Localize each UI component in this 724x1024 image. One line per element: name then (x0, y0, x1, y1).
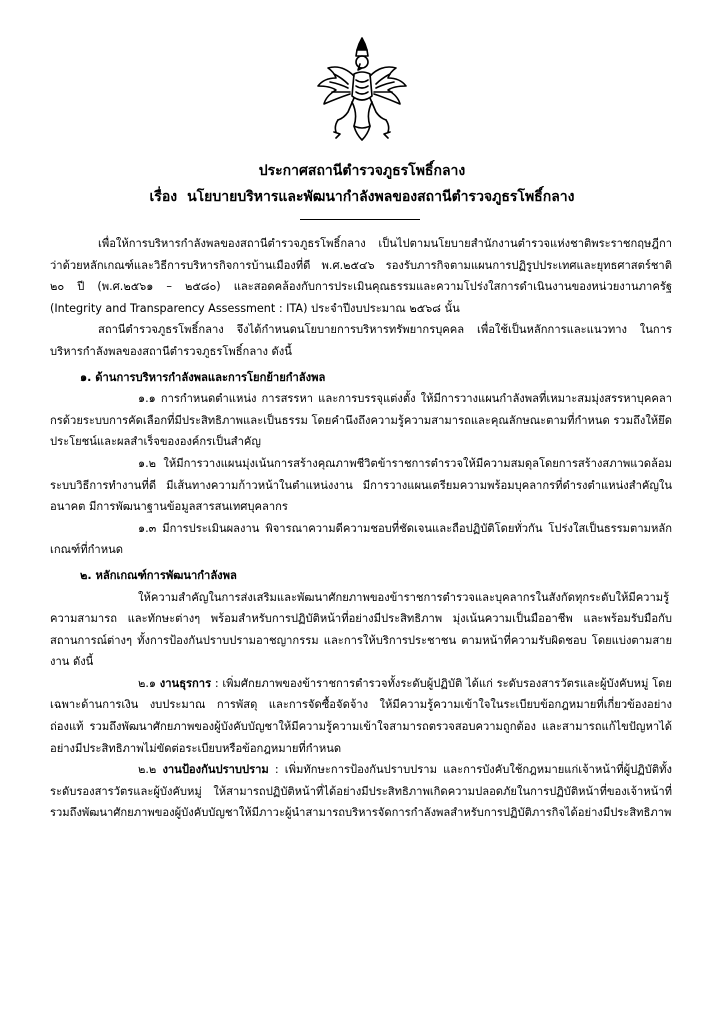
item-title: งานธุรการ (159, 676, 212, 690)
section-item (50, 673, 672, 759)
intro-paragraph: เพื่อให้การบริหารกำลังพลของสถานีตำรวจภูธรโพธิ์กลาง เป็นไปตามนโยบายสำนักงานตำรวจแห่งชาติพระราชกฤษฎีกาว่าด้วยหลักเกณฑ์และวิธีการบริหารกิจการบ้านเมืองที่ดี พ.ศ.๒๕๔๖ รองรับภารกิจตามแผนการปฏิรูปประเทศและยุทธศาสตร์ชาติ ๒๐ ปี (พ.ศ.๒๕๖๑ – ๒๕๘๐) และสอดคล้องกับการประเมินคุณธรรมและความโปร่งใสการดำเนินงานของหน่วยงานภาครัฐ (Integrity and Transparency Assessment : ITA) ประจำปีงบประมาณ ๒๕๖๘ นั้น (50, 237, 672, 315)
section-item: ๑.๓ มีการประเมินผลงาน พิจารณาความดีความชอบที่ชัดเจนและถือปฏิบัติโดยทั่วกัน โปร่งใสเป็นธรรมตามหลักเกณฑ์ที่กำหนด (50, 521, 672, 557)
intro-paragraph: สถานีตำรวจภูธรโพธิ์กลาง จึงได้กำหนดนโยบายการบริหารทรัพยากรบุคคล เพื่อใช้เป็นหลักการและแนวทาง ในการบริหารกำลังพลของสถานีตำรวจภูธรโพธิ์กลาง ดังนี้ (50, 323, 672, 358)
item-number: ๒.๒ (138, 763, 157, 777)
subject-label: เรื่อง (149, 189, 178, 205)
item-text: : เพิ่มศักยภาพของข้าราชการตำรวจทั้งระดับผู้ปฏิบัติ ได้แก่ ระดับรองสารวัตรและผู้บังคับหมู่ โดยเฉพาะด้านการเงิน งบประมาณ การพัสดุ และการจัดซื้อจัดจ้าง ให้มีความรู้ความเข้าใจในระเบียบข้อกฎหมายที่เกี่ยวข้องอย่างถ่องแท้ รวมถึงพัฒนาศักยภาพของผู้บังคับบัญชาให้มีความรู้ความเข้าใจสามารถตรวจสอบความถูกต้อง และสามารถแก้ไขปัญหาได้อย่างมีประสิทธิภาพไม่ขัดต่อระเบียบหรือข้อกฎหมายที่กำหนด (50, 676, 672, 755)
section-heading: ๒. หลักเกณฑ์การพัฒนากำลังพล (80, 568, 237, 582)
section-item: ๑.๒ ให้มีการวางแผนมุ่งเน้นการสร้างคุณภาพชีวิตข้าราชการตำรวจให้มีความสมดุลโดยการสร้างสภาพแวดล้อม ระบบวิธีการทำงานที่ดี มีเส้นทางความก้าวหน้าในตำแหน่งงาน มีการวางแผนเตรียมความพร้อมบุคลากรที่ดำรงตำแหน่งสำคัญในอนาคต มีการพัฒนาฐานข้อมูลสารสนเทศบุคลากร (50, 456, 672, 514)
item-title: งานป้องกันปราบปราม (162, 763, 269, 777)
section-item (50, 759, 672, 824)
garuda-emblem-icon (314, 34, 410, 146)
subject-text: นโยบายบริหารและพัฒนากำลังพลของสถานีตำรวจภูธรโพธิ์กลาง (187, 189, 575, 205)
section-item: ๑.๑ การกำหนดตำแหน่ง การสรรหา และการบรรจุแต่งตั้ง ให้มีการวางแผนกำลังพลที่เหมาะสมมุ่งสรรหาบุคคลากรด้วยระบบการคัดเลือกที่มีประสิทธิภาพและเป็นธรรม โดยคำนึงถึงความรู้ความสามารถและคุณลักษณะตามที่กำหนด รวมถึงให้ยึดประโยชน์และผลสำเร็จขององค์กรเป็นสำคัญ (50, 392, 672, 449)
item-number: ๒.๑ (138, 676, 157, 690)
document-body (50, 233, 672, 824)
title-divider (300, 219, 420, 220)
item-text: : เพิ่มทักษะการป้องกันปราบปราม และการบังคับใช้กฎหมายแก่เจ้าหน้าที่ผู้ปฏิบัติทั้งระดับรองสารวัตรและผู้บังคับหมู่ ให้สามารถปฏิบัติหน้าที่ได้อย่างมีประสิทธิภาพเกิดความปลอดภัยในการปฏิบัติหน้าที่ของเจ้าหน้าที่ รวมถึงพัฒนาศักยภาพของผู้บังคับบัญชาให้มีภาวะผู้นำสามารถบริหารจัดการกำลังพลสำหรับการปฏิบัติภารกิจได้อย่างมีประสิทธิภาพ (50, 763, 672, 820)
section-intro: ให้ความสำคัญในการส่งเสริมและพัฒนาศักยภาพของข้าราชการตำรวจและบุคลากรในสังกัดทุกระดับให้มีความรู้ ความสามารถ และทักษะต่างๆ พร้อมสำหรับการปฏิบัติหน้าที่อย่างมีประสิทธิภาพ มุ่งเน้นความเป็นมืออาชีพ และพร้อมรับมือกับสถานการณ์ต่างๆ ทั้งการป้องกันปราบปรามอาชญากรรม และการให้บริการประชาชน ตามหน้าที่ความรับผิดชอบ โดยแบ่งตามสายงาน ดังนี้ (50, 590, 672, 669)
page-title: ประกาศสถานีตำรวจภูธรโพธิ์กลาง (258, 163, 466, 179)
section-heading: ๑. ด้านการบริหารกำลังพลและการโยกย้ายกำลังพล (80, 370, 326, 384)
document-subject (0, 188, 724, 206)
